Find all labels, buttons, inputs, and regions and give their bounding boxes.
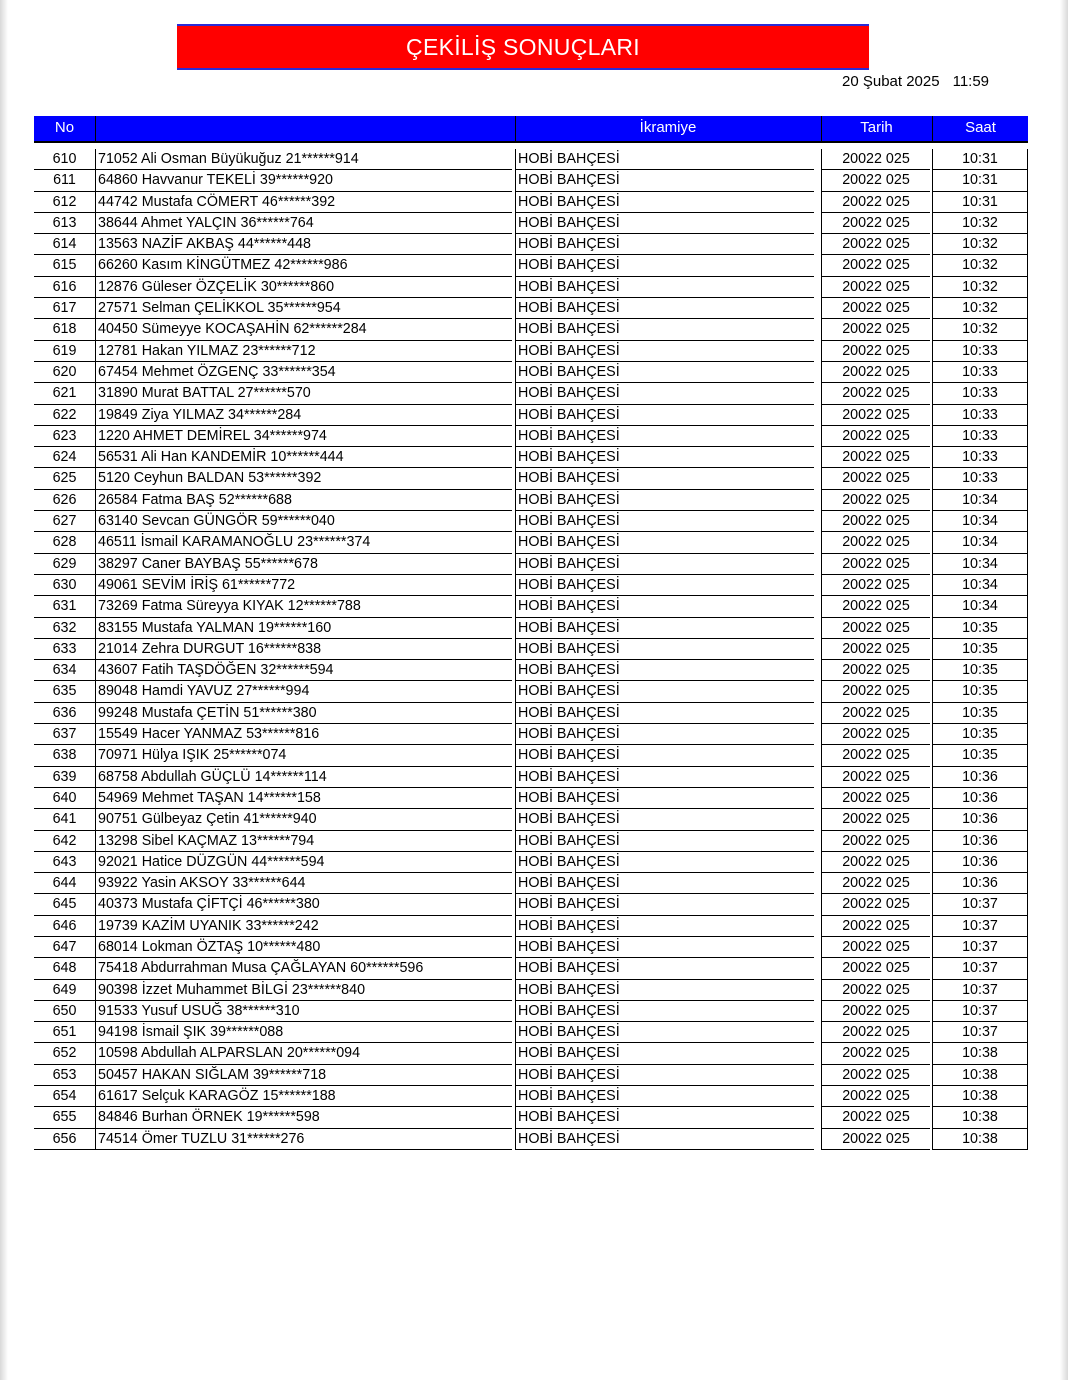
- draw-time: 10:36: [932, 767, 1028, 788]
- participant-name: 83155 Mustafa YALMAN 19******160: [95, 618, 512, 639]
- participant-name: 64860 Havvanur TEKELİ 39******920: [95, 170, 512, 191]
- table-row: [34, 170, 1028, 191]
- row-number: 654: [34, 1086, 95, 1107]
- prize-name: HOBİ BAHÇESİ: [515, 1001, 814, 1022]
- draw-time: 10:34: [932, 554, 1028, 575]
- row-number: 629: [34, 554, 95, 575]
- page-title: ÇEKİLİŞ SONUÇLARI: [406, 33, 640, 60]
- table-row: [34, 234, 1028, 255]
- draw-time: 10:31: [932, 192, 1028, 213]
- draw-date: 20022 025: [821, 852, 930, 873]
- column-header-name: [96, 116, 515, 141]
- draw-date: 20022 025: [821, 468, 930, 489]
- row-number: 622: [34, 405, 95, 426]
- table-row: [34, 958, 1028, 979]
- prize-name: HOBİ BAHÇESİ: [515, 1129, 814, 1150]
- draw-date: 20022 025: [821, 681, 930, 702]
- prize-name: HOBİ BAHÇESİ: [515, 426, 814, 447]
- draw-date: 20022 025: [821, 1022, 930, 1043]
- row-number: 656: [34, 1129, 95, 1150]
- participant-name: 90751 Gülbeyaz Çetin 41******940: [95, 809, 512, 830]
- row-number: 613: [34, 213, 95, 234]
- draw-time: 10:38: [932, 1107, 1028, 1128]
- draw-date: 20022 025: [821, 831, 930, 852]
- row-number: 653: [34, 1065, 95, 1086]
- participant-name: 68014 Lokman ÖZTAŞ 10******480: [95, 937, 512, 958]
- draw-date: 20022 025: [821, 873, 930, 894]
- table-row: [34, 426, 1028, 447]
- prize-name: HOBİ BAHÇESİ: [515, 490, 814, 511]
- participant-name: 1220 AHMET DEMİREL 34******974: [95, 426, 512, 447]
- table-row: [34, 213, 1028, 234]
- participant-name: 94198 İsmail ŞIK 39******088: [95, 1022, 512, 1043]
- row-number: 639: [34, 767, 95, 788]
- draw-date: 20022 025: [821, 809, 930, 830]
- draw-date: 20022 025: [821, 490, 930, 511]
- row-number: 631: [34, 596, 95, 617]
- prize-name: HOBİ BAHÇESİ: [515, 639, 814, 660]
- prize-name: HOBİ BAHÇESİ: [515, 532, 814, 553]
- participant-name: 43607 Fatih TAŞDÖĞEN 32******594: [95, 660, 512, 681]
- row-number: 634: [34, 660, 95, 681]
- draw-date: 20022 025: [821, 170, 930, 191]
- draw-time: 10:31: [932, 170, 1028, 191]
- draw-time: 10:35: [932, 703, 1028, 724]
- draw-time: 10:38: [932, 1086, 1028, 1107]
- draw-date: 20022 025: [821, 894, 930, 915]
- table-row: [34, 703, 1028, 724]
- table-row: [34, 575, 1028, 596]
- table-row: [34, 1086, 1028, 1107]
- participant-name: 99248 Mustafa ÇETİN 51******380: [95, 703, 512, 724]
- draw-time: 10:34: [932, 532, 1028, 553]
- participant-name: 54969 Mehmet TAŞAN 14******158: [95, 788, 512, 809]
- prize-name: HOBİ BAHÇESİ: [515, 937, 814, 958]
- draw-time: 10:33: [932, 383, 1028, 404]
- draw-date: 20022 025: [821, 639, 930, 660]
- draw-date: 20022 025: [821, 1043, 930, 1064]
- draw-date: 20022 025: [821, 660, 930, 681]
- row-number: 614: [34, 234, 95, 255]
- draw-date: 20022 025: [821, 916, 930, 937]
- draw-time: 10:34: [932, 511, 1028, 532]
- prize-name: HOBİ BAHÇESİ: [515, 149, 814, 170]
- draw-date: 20022 025: [821, 255, 930, 276]
- print-time: 11:59: [952, 73, 990, 90]
- draw-date: 20022 025: [821, 618, 930, 639]
- row-number: 632: [34, 618, 95, 639]
- draw-date: 20022 025: [821, 596, 930, 617]
- draw-date: 20022 025: [821, 405, 930, 426]
- row-number: 644: [34, 873, 95, 894]
- prize-name: HOBİ BAHÇESİ: [515, 894, 814, 915]
- draw-time: 10:37: [932, 1001, 1028, 1022]
- prize-name: HOBİ BAHÇESİ: [515, 958, 814, 979]
- draw-date: 20022 025: [821, 1001, 930, 1022]
- prize-name: HOBİ BAHÇESİ: [515, 681, 814, 702]
- draw-date: 20022 025: [821, 1129, 930, 1150]
- draw-date: 20022 025: [821, 149, 930, 170]
- draw-date: 20022 025: [821, 277, 930, 298]
- draw-time: 10:38: [932, 1043, 1028, 1064]
- draw-time: 10:33: [932, 405, 1028, 426]
- draw-time: 10:32: [932, 234, 1028, 255]
- draw-time: 10:35: [932, 660, 1028, 681]
- prize-name: HOBİ BAHÇESİ: [515, 383, 814, 404]
- participant-name: 27571 Selman ÇELİKKOL 35******954: [95, 298, 512, 319]
- table-row: [34, 468, 1028, 489]
- participant-name: 73269 Fatma Süreyya KIYAK 12******788: [95, 596, 512, 617]
- row-number: 648: [34, 958, 95, 979]
- participant-name: 56531 Ali Han KANDEMİR 10******444: [95, 447, 512, 468]
- table-row: [34, 937, 1028, 958]
- draw-time: 10:38: [932, 1129, 1028, 1150]
- draw-time: 10:36: [932, 852, 1028, 873]
- draw-date: 20022 025: [821, 511, 930, 532]
- participant-name: 15549 Hacer YANMAZ 53******816: [95, 724, 512, 745]
- title-banner: [177, 24, 869, 70]
- draw-time: 10:33: [932, 362, 1028, 383]
- row-number: 612: [34, 192, 95, 213]
- results-table-body: [34, 149, 1028, 1150]
- draw-time: 10:34: [932, 575, 1028, 596]
- draw-time: 10:35: [932, 745, 1028, 766]
- draw-time: 10:37: [932, 1022, 1028, 1043]
- draw-date: 20022 025: [821, 447, 930, 468]
- draw-time: 10:36: [932, 831, 1028, 852]
- prize-name: HOBİ BAHÇESİ: [515, 788, 814, 809]
- draw-time: 10:37: [932, 958, 1028, 979]
- table-row: [34, 681, 1028, 702]
- prize-name: HOBİ BAHÇESİ: [515, 1107, 814, 1128]
- participant-name: 70971 Hülya IŞIK 25******074: [95, 745, 512, 766]
- row-number: 646: [34, 916, 95, 937]
- prize-name: HOBİ BAHÇESİ: [515, 1086, 814, 1107]
- row-number: 640: [34, 788, 95, 809]
- table-row: [34, 1022, 1028, 1043]
- page-edge-shadow-left: [0, 0, 8, 1380]
- participant-name: 10598 Abdullah ALPARSLAN 20******094: [95, 1043, 512, 1064]
- draw-date: 20022 025: [821, 426, 930, 447]
- draw-time: 10:36: [932, 788, 1028, 809]
- row-number: 615: [34, 255, 95, 276]
- table-row: [34, 1001, 1028, 1022]
- row-number: 651: [34, 1022, 95, 1043]
- participant-name: 44742 Mustafa CÖMERT 46******392: [95, 192, 512, 213]
- table-row: [34, 192, 1028, 213]
- draw-date: 20022 025: [821, 767, 930, 788]
- row-number: 638: [34, 745, 95, 766]
- draw-date: 20022 025: [821, 980, 930, 1001]
- page-edge-shadow-right: [1060, 0, 1068, 1380]
- draw-date: 20022 025: [821, 745, 930, 766]
- participant-name: 67454 Mehmet ÖZGENÇ 33******354: [95, 362, 512, 383]
- print-date: 20 Şubat 2025: [842, 73, 940, 90]
- table-row: [34, 298, 1028, 319]
- participant-name: 84846 Burhan ÖRNEK 19******598: [95, 1107, 512, 1128]
- participant-name: 21014 Zehra DURGUT 16******838: [95, 639, 512, 660]
- participant-name: 40373 Mustafa ÇİFTÇİ 46******380: [95, 894, 512, 915]
- participant-name: 89048 Hamdi YAVUZ 27******994: [95, 681, 512, 702]
- table-row: [34, 532, 1028, 553]
- draw-time: 10:37: [932, 894, 1028, 915]
- draw-date: 20022 025: [821, 362, 930, 383]
- table-row: [34, 980, 1028, 1001]
- participant-name: 92021 Hatice DÜZGÜN 44******594: [95, 852, 512, 873]
- prize-name: HOBİ BAHÇESİ: [515, 916, 814, 937]
- draw-time: 10:32: [932, 298, 1028, 319]
- prize-name: HOBİ BAHÇESİ: [515, 255, 814, 276]
- draw-time: 10:35: [932, 681, 1028, 702]
- prize-name: HOBİ BAHÇESİ: [515, 170, 814, 191]
- participant-name: 12876 Güleser ÖZÇELİK 30******860: [95, 277, 512, 298]
- table-row: [34, 1107, 1028, 1128]
- participant-name: 74514 Ömer TUZLU 31******276: [95, 1129, 512, 1150]
- print-datetime: [842, 73, 989, 90]
- prize-name: HOBİ BAHÇESİ: [515, 468, 814, 489]
- draw-date: 20022 025: [821, 554, 930, 575]
- column-header-date: Tarih: [860, 119, 893, 136]
- row-number: 647: [34, 937, 95, 958]
- table-row: [34, 149, 1028, 170]
- row-number: 618: [34, 319, 95, 340]
- row-number: 627: [34, 511, 95, 532]
- participant-name: 12781 Hakan YILMAZ 23******712: [95, 341, 512, 362]
- table-row: [34, 1129, 1028, 1150]
- column-header-prize: İkramiye: [639, 119, 697, 136]
- participant-name: 19849 Ziya YILMAZ 34******284: [95, 405, 512, 426]
- participant-name: 63140 Sevcan GÜNGÖR 59******040: [95, 511, 512, 532]
- participant-name: 5120 Ceyhun BALDAN 53******392: [95, 468, 512, 489]
- draw-date: 20022 025: [821, 724, 930, 745]
- table-row: [34, 831, 1028, 852]
- table-row: [34, 596, 1028, 617]
- row-number: 611: [34, 170, 95, 191]
- draw-date: 20022 025: [821, 1086, 930, 1107]
- participant-name: 46511 İsmail KARAMANOĞLU 23******374: [95, 532, 512, 553]
- draw-date: 20022 025: [821, 937, 930, 958]
- prize-name: HOBİ BAHÇESİ: [515, 1043, 814, 1064]
- table-row: [34, 383, 1028, 404]
- participant-name: 68758 Abdullah GÜÇLÜ 14******114: [95, 767, 512, 788]
- draw-date: 20022 025: [821, 319, 930, 340]
- prize-name: HOBİ BAHÇESİ: [515, 660, 814, 681]
- prize-name: HOBİ BAHÇESİ: [515, 873, 814, 894]
- table-row: [34, 447, 1028, 468]
- draw-time: 10:33: [932, 341, 1028, 362]
- row-number: 655: [34, 1107, 95, 1128]
- row-number: 633: [34, 639, 95, 660]
- draw-time: 10:32: [932, 319, 1028, 340]
- draw-date: 20022 025: [821, 234, 930, 255]
- table-row: [34, 255, 1028, 276]
- draw-time: 10:34: [932, 490, 1028, 511]
- row-number: 624: [34, 447, 95, 468]
- prize-name: HOBİ BAHÇESİ: [515, 1022, 814, 1043]
- row-number: 641: [34, 809, 95, 830]
- table-row: [34, 745, 1028, 766]
- table-row: [34, 916, 1028, 937]
- draw-time: 10:32: [932, 277, 1028, 298]
- draw-date: 20022 025: [821, 575, 930, 596]
- prize-name: HOBİ BAHÇESİ: [515, 767, 814, 788]
- prize-name: HOBİ BAHÇESİ: [515, 831, 814, 852]
- participant-name: 40450 Sümeyye KOCAŞAHİN 62******284: [95, 319, 512, 340]
- row-number: 649: [34, 980, 95, 1001]
- prize-name: HOBİ BAHÇESİ: [515, 447, 814, 468]
- prize-name: HOBİ BAHÇESİ: [515, 852, 814, 873]
- draw-date: 20022 025: [821, 192, 930, 213]
- participant-name: 38297 Caner BAYBAŞ 55******678: [95, 554, 512, 575]
- prize-name: HOBİ BAHÇESİ: [515, 1065, 814, 1086]
- prize-name: HOBİ BAHÇESİ: [515, 362, 814, 383]
- draw-time: 10:36: [932, 809, 1028, 830]
- table-row: [34, 809, 1028, 830]
- prize-name: HOBİ BAHÇESİ: [515, 192, 814, 213]
- participant-name: 90398 İzzet Muhammet BİLGİ 23******840: [95, 980, 512, 1001]
- participant-name: 26584 Fatma BAŞ 52******688: [95, 490, 512, 511]
- table-row: [34, 873, 1028, 894]
- draw-time: 10:33: [932, 447, 1028, 468]
- prize-name: HOBİ BAHÇESİ: [515, 319, 814, 340]
- prize-name: HOBİ BAHÇESİ: [515, 980, 814, 1001]
- draw-time: 10:33: [932, 468, 1028, 489]
- row-number: 645: [34, 894, 95, 915]
- prize-name: HOBİ BAHÇESİ: [515, 554, 814, 575]
- prize-name: HOBİ BAHÇESİ: [515, 234, 814, 255]
- prize-name: HOBİ BAHÇESİ: [515, 575, 814, 596]
- table-row: [34, 788, 1028, 809]
- participant-name: 66260 Kasım KİNGÜTMEZ 42******986: [95, 255, 512, 276]
- draw-time: 10:33: [932, 426, 1028, 447]
- table-row: [34, 362, 1028, 383]
- participant-name: 19739 KAZİM UYANIK 33******242: [95, 916, 512, 937]
- table-row: [34, 852, 1028, 873]
- prize-name: HOBİ BAHÇESİ: [515, 703, 814, 724]
- draw-time: 10:35: [932, 639, 1028, 660]
- draw-time: 10:38: [932, 1065, 1028, 1086]
- column-header-no: No: [54, 119, 75, 136]
- draw-time: 10:37: [932, 980, 1028, 1001]
- prize-name: HOBİ BAHÇESİ: [515, 745, 814, 766]
- row-number: 643: [34, 852, 95, 873]
- table-row: [34, 341, 1028, 362]
- column-header-time: Saat: [965, 119, 996, 136]
- participant-name: 75418 Abdurrahman Musa ÇAĞLAYAN 60******596: [95, 958, 512, 979]
- row-number: 650: [34, 1001, 95, 1022]
- row-number: 620: [34, 362, 95, 383]
- participant-name: 71052 Ali Osman Büyükuğuz 21******914: [95, 149, 512, 170]
- participant-name: 91533 Yusuf USUĞ 38******310: [95, 1001, 512, 1022]
- participant-name: 13298 Sibel KAÇMAZ 13******794: [95, 831, 512, 852]
- draw-date: 20022 025: [821, 1065, 930, 1086]
- draw-time: 10:32: [932, 255, 1028, 276]
- draw-time: 10:35: [932, 724, 1028, 745]
- table-row: [34, 660, 1028, 681]
- draw-time: 10:37: [932, 916, 1028, 937]
- table-row: [34, 511, 1028, 532]
- draw-time: 10:31: [932, 149, 1028, 170]
- prize-name: HOBİ BAHÇESİ: [515, 618, 814, 639]
- table-row: [34, 490, 1028, 511]
- row-number: 616: [34, 277, 95, 298]
- row-number: 642: [34, 831, 95, 852]
- row-number: 625: [34, 468, 95, 489]
- prize-name: HOBİ BAHÇESİ: [515, 298, 814, 319]
- prize-name: HOBİ BAHÇESİ: [515, 809, 814, 830]
- draw-date: 20022 025: [821, 703, 930, 724]
- row-number: 637: [34, 724, 95, 745]
- row-number: 630: [34, 575, 95, 596]
- draw-date: 20022 025: [821, 298, 930, 319]
- participant-name: 31890 Murat BATTAL 27******570: [95, 383, 512, 404]
- prize-name: HOBİ BAHÇESİ: [515, 277, 814, 298]
- participant-name: 49061 SEVİM İRİŞ 61******772: [95, 575, 512, 596]
- table-row: [34, 724, 1028, 745]
- participant-name: 38644 Ahmet YALÇIN 36******764: [95, 213, 512, 234]
- row-number: 635: [34, 681, 95, 702]
- draw-date: 20022 025: [821, 532, 930, 553]
- draw-date: 20022 025: [821, 213, 930, 234]
- table-header: [34, 116, 1028, 143]
- table-row: [34, 767, 1028, 788]
- row-number: 619: [34, 341, 95, 362]
- draw-time: 10:37: [932, 937, 1028, 958]
- prize-name: HOBİ BAHÇESİ: [515, 213, 814, 234]
- row-number: 636: [34, 703, 95, 724]
- prize-name: HOBİ BAHÇESİ: [515, 596, 814, 617]
- draw-time: 10:36: [932, 873, 1028, 894]
- draw-date: 20022 025: [821, 341, 930, 362]
- draw-date: 20022 025: [821, 788, 930, 809]
- draw-time: 10:32: [932, 213, 1028, 234]
- row-number: 626: [34, 490, 95, 511]
- table-row: [34, 894, 1028, 915]
- participant-name: 50457 HAKAN SIĞLAM 39******718: [95, 1065, 512, 1086]
- prize-name: HOBİ BAHÇESİ: [515, 724, 814, 745]
- table-row: [34, 277, 1028, 298]
- table-row: [34, 1065, 1028, 1086]
- row-number: 610: [34, 149, 95, 170]
- table-row: [34, 639, 1028, 660]
- row-number: 621: [34, 383, 95, 404]
- table-row: [34, 1043, 1028, 1064]
- draw-date: 20022 025: [821, 1107, 930, 1128]
- participant-name: 13563 NAZİF AKBAŞ 44******448: [95, 234, 512, 255]
- table-row: [34, 554, 1028, 575]
- draw-date: 20022 025: [821, 958, 930, 979]
- row-number: 652: [34, 1043, 95, 1064]
- draw-time: 10:35: [932, 618, 1028, 639]
- draw-time: 10:34: [932, 596, 1028, 617]
- table-row: [34, 618, 1028, 639]
- participant-name: 61617 Selçuk KARAGÖZ 15******188: [95, 1086, 512, 1107]
- row-number: 628: [34, 532, 95, 553]
- participant-name: 93922 Yasin AKSOY 33******644: [95, 873, 512, 894]
- prize-name: HOBİ BAHÇESİ: [515, 405, 814, 426]
- row-number: 623: [34, 426, 95, 447]
- draw-date: 20022 025: [821, 383, 930, 404]
- row-number: 617: [34, 298, 95, 319]
- prize-name: HOBİ BAHÇESİ: [515, 341, 814, 362]
- table-row: [34, 319, 1028, 340]
- table-row: [34, 405, 1028, 426]
- prize-name: HOBİ BAHÇESİ: [515, 511, 814, 532]
